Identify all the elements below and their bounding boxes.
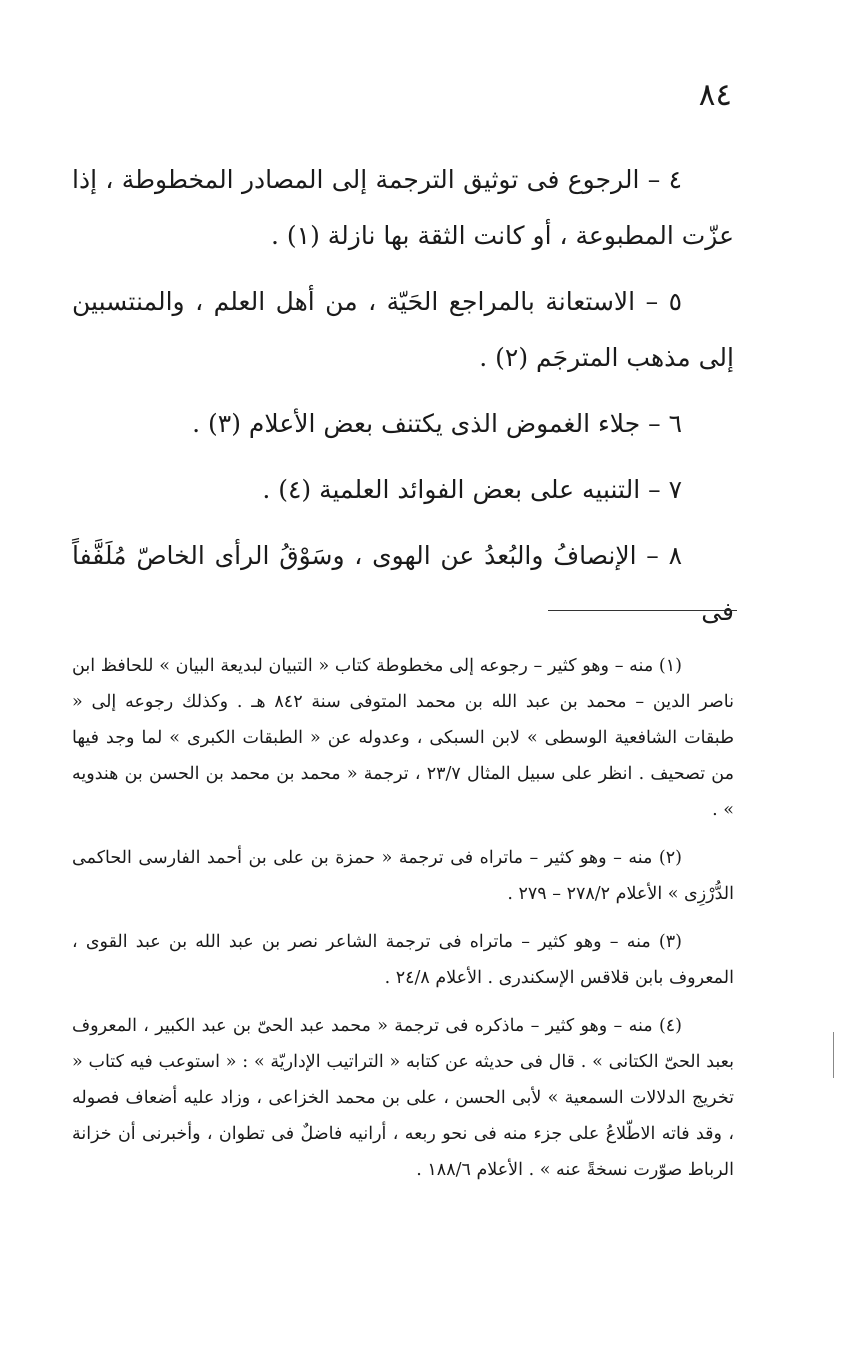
main-text	[72, 152, 734, 640]
footnote-4: (٤) منه – وهو كثير – ماذكره فى ترجمة « محمد عبد الحىّ بن عبد الكبير ، المعروف بعبد الحىّ الكتانى » . قال فى حديثه عن كتابه « التراتيب الإداريّة » : « استوعب فيه كتاب « تخريج الدلالات السمعية » لأبى الحسن ، على بن محمد الخزاعى ، وزاد عليه أضعاف فصوله ، وقد فاته الاطّلاعُ على جزء منه فى نحو ربعه ، أرانيه فاضلٌ فى تطوان ، وأخبرنى أن خزانة الرباط صوّرت نسخةً عنه » . الأعلام ١٨٨/٦ .	[72, 1016, 734, 1180]
footnote-2: (٢) منه – وهو كثير – ماتراه فى ترجمة « حمزة بن على بن أحمد الفارسى الحاكمى الدُّرْزِى » الأعلام ٢٧٨/٢ – ٢٧٩ .	[72, 848, 734, 904]
footnote-separator	[548, 610, 737, 611]
list-item-8: ٨ – الإنصافُ والبُعدُ عن الهوى ، وسَوْقُ الرأى الخاصّ مُلَفَّفاً فى	[72, 541, 734, 626]
footnote-3: (٣) منه – وهو كثير – ماتراه فى ترجمة الشاعر نصر بن عبد الله بن عبد القوى ، المعروف بابن قلاقس الإسكندرى . الأعلام ٢٤/٨ .	[72, 932, 734, 988]
margin-mark	[833, 1032, 834, 1078]
footnotes	[72, 648, 734, 1188]
footnote-1: (١) منه – وهو كثير – رجوعه إلى مخطوطة كتاب « التبيان لبديعة البيان » للحافظ ابن ناصر الدين – محمد بن عبد الله بن محمد المتوفى سنة ٨٤٢ هـ . وكذلك رجوعه إلى « طبقات الشافعية الوسطى » لابن السبكى ، وعدوله عن « الطبقات الكبرى » لما وجد فيها من تصحيف . انظر على سبيل المثال ٢٣/٧ ، ترجمة « محمد بن محمد بن الحسن بن هندويه » .	[72, 656, 734, 820]
list-item-7: ٧ – التنبيه على بعض الفوائد العلمية (٤) .	[262, 475, 682, 504]
list-item-5: ٥ – الاستعانة بالمراجع الحَيّة ، من أهل العلم ، والمنتسبين إلى مذهب المترجَم (٢) .	[72, 287, 734, 372]
list-item-4: ٤ – الرجوع فى توثيق الترجمة إلى المصادر المخطوطة ، إذا عزّت المطبوعة ، أو كانت الثقة بها نازلة (١) .	[72, 165, 734, 250]
page-number: ٨٤	[698, 77, 732, 113]
list-item-6: ٦ – جلاء الغموض الذى يكتنف بعض الأعلام (٣) .	[192, 409, 682, 438]
